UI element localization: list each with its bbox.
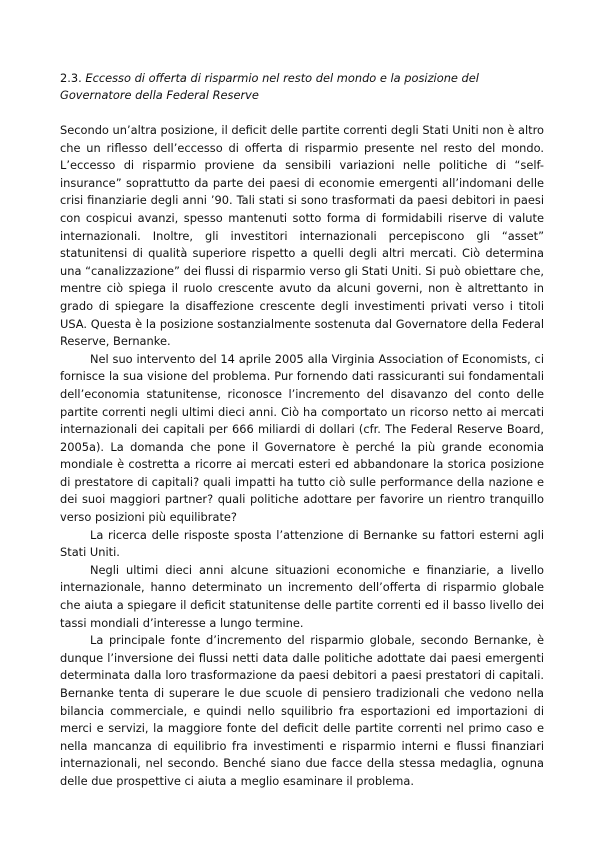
section-number: 2.3. [60, 71, 82, 85]
paragraph-2: Nel suo intervento del 14 aprile 2005 alla Virginia Association of Economists, ci fornisce la sua visione del problema. Pur fornendo dati rassicuranti sui fondamentali dell’economia statunitense, riconosce l’incremento del disavanzo del conto delle partite correnti negli ultimi dieci anni. Ciò ha comportato un ricorso netto ai mercati internazionali dei capitali per 666 miliardi di dollari (cfr. The Federal Reserve Board, 2005a). La domanda che pone il Governatore è perché la più grande economia mondiale è costretta a ricorre ai mercati esteri ed abbandonare la storica posizione di prestatore di capitali? quali impatti ha tutto ciò sulle performance della nazione e dei suoi maggiori partner? quali politiche adottare per favorire un rientro tranquillo verso posizioni più equilibrate? [60, 351, 544, 525]
paragraph-5: La principale fonte d’incremento del risparmio globale, secondo Bernanke, è dunque l’inversione dei flussi netti data dalle politiche adottate dai paesi emergenti determinata dalla loro trasformazione da paesi debitori a paesi prestatori di capitali. Bernanke tenta di superare le due scuole di pensiero tradizionali che vedono nella bilancia commerciale, e quindi nello squilibrio fra esportazioni ed importazioni di merci e servizi, la maggiore fonte del deficit delle partite correnti nel primo caso e nella mancanza di equilibrio fra investimenti e risparmio interni e flussi finanziari internazionali, nel secondo. Benché siano due facce della stessa medaglia, ognuna delle due prospettive ci aiuta a meglio esaminare il problema. [60, 633, 544, 788]
paragraph-3: La ricerca delle risposte sposta l’attenzione di Bernanke su fattori esterni agli Stati Uniti. [60, 527, 544, 560]
section-title: Eccesso di offerta di risparmio nel resto del mondo e la posizione del Governatore della Federal Reserve [60, 71, 479, 102]
document-page [60, 70, 544, 791]
section-heading [60, 70, 544, 104]
paragraph-1: Secondo un’altra posizione, il deficit delle partite correnti degli Stati Uniti non è altro che un riflesso dell’eccesso di offerta di risparmio presente nel resto del mondo. L’eccesso di risparmio proviene da sensibili variazioni nelle politiche di “self-insurance” soprattutto da parte dei paesi di economie emergenti all’indomani delle crisi finanziarie degli anni ’90. Tali stati si sono trasformati da paesi debitori in paesi con cospicui avanzi, spesso mantenuti sotto forma di formidabili riserve di valute internazionali. Inoltre, gli investitori internazionali percepiscono gli “asset” statunitensi di qualità superiore rispetto a quelli degli altri mercati. Ciò determina una “canalizzazione” dei flussi di risparmio verso gli Stati Uniti. Si può obiettare che, mentre ciò spiega il ruolo crescente avuto da alcuni governi, non è altrettanto in grado di spiegare la disaffezione crescente degli investimenti privati verso i titoli USA. Questa è la posizione sostanzialmente sostenuta dal Governatore della Federal Reserve, Bernanke. [60, 123, 544, 349]
paragraph-4: Negli ultimi dieci anni alcune situazioni economiche e finanziarie, a livello internazionale, hanno determinato un incremento dell’offerta di risparmio globale che aiuta a spiegare il deficit statunitense delle partite correnti ed il basso livello dei tassi mondiali d’interesse a lungo termine. [60, 562, 544, 630]
